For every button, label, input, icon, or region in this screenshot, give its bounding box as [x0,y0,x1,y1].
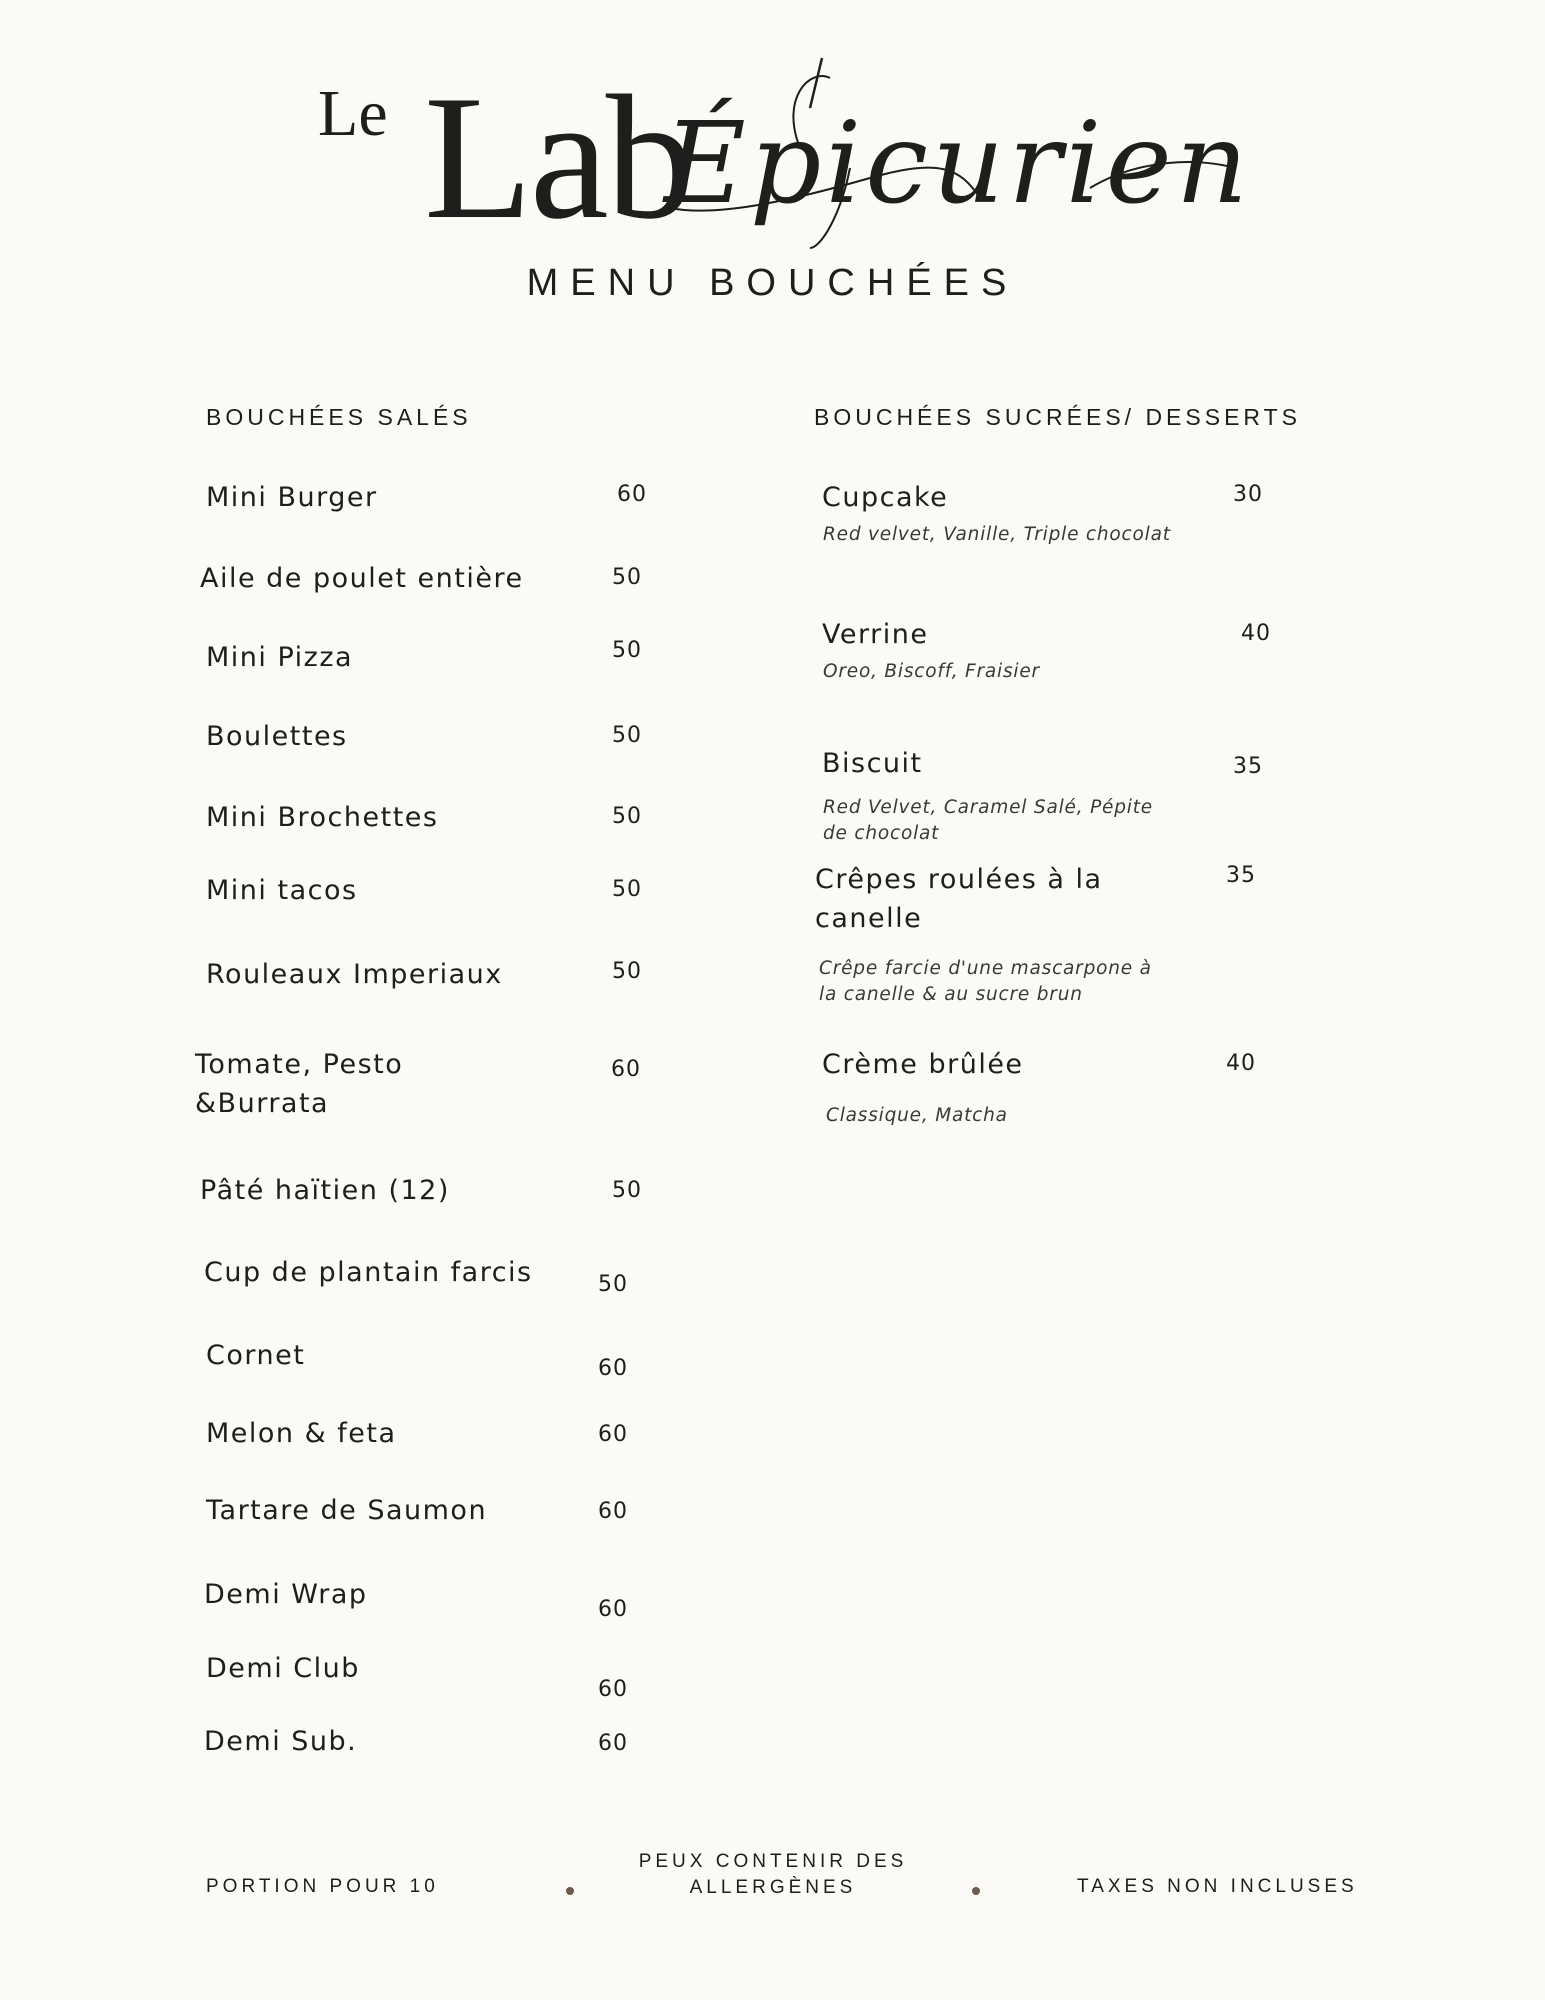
footer-portion: PORTION POUR 10 [206,1876,439,1897]
sales-item-price: 60 [598,1499,628,1524]
sucrees-item-price: 35 [1233,754,1263,779]
sucrees-item-name: canelle [815,903,923,934]
sales-item-name: Demi Wrap [204,1579,368,1610]
sales-item-price: 50 [612,723,642,748]
menu-subtitle: MENU BOUCHÉES [526,262,1019,304]
sucrees-item-description: Red velvet, Vanille, Triple chocolat [823,524,1171,545]
sucrees-item-description: Crêpe farcie d'une mascarpone à [819,958,1152,979]
sales-item-price: 50 [612,1178,642,1203]
sales-item-price: 60 [617,482,647,507]
sales-item-price: 60 [598,1731,628,1756]
sucrees-item-description: Classique, Matcha [826,1105,1008,1126]
sales-item-name: Melon & feta [206,1418,397,1449]
sales-item-price: 50 [612,565,642,590]
sucrees-item-price: 40 [1226,1051,1256,1076]
sales-item-price: 60 [598,1677,628,1702]
sales-item-name: Aile de poulet entière [200,563,524,594]
sales-item-name: Mini Pizza [206,642,354,673]
sucrees-item-description: de chocolat [823,823,940,844]
sales-item-name: Tomate, Pesto [195,1049,404,1080]
sales-item-name: Boulettes [206,721,348,752]
logo-le: Le [318,77,388,150]
sales-item-price: 50 [612,804,642,829]
logo-script: Épicurien [664,99,1252,229]
footer-allergens-line1: PEUX CONTENIR DES [638,1851,908,1872]
sales-item-price: 50 [598,1272,628,1297]
footer-allergens-line2: ALLERGÈNES [689,1877,857,1898]
sales-item-name: Demi Sub. [204,1726,358,1757]
sucrees-item-name: Biscuit [822,748,923,779]
sales-item-name: Mini tacos [206,875,358,906]
sales-item-price: 60 [598,1356,628,1381]
logo-lab: Lab [424,58,692,256]
sales-item-name: Tartare de Saumon [206,1495,488,1526]
sales-item-name: Mini Burger [206,482,378,513]
section-heading-sucrees: BOUCHÉES SUCRÉES/ DESSERTS [814,404,1302,430]
logo-swash-flourish [660,48,1260,258]
sales-item-name: Rouleaux Imperiaux [206,959,503,990]
sales-item-price: 60 [611,1057,641,1082]
sucrees-item-price: 30 [1233,482,1263,507]
sales-item-name: Cup de plantain farcis [204,1257,533,1288]
sales-item-price: 50 [612,877,642,902]
section-heading-sales: BOUCHÉES SALÉS [206,404,472,430]
footer-dot-separator [972,1887,980,1895]
sales-item-price: 50 [612,959,642,984]
footer-taxes: TAXES NON INCLUSES [1077,1876,1358,1897]
sales-item-price: 60 [598,1422,628,1447]
sucrees-item-name: Crêpes roulées à la [815,864,1103,895]
sales-item-name: Pâté haïtien (12) [200,1175,450,1206]
sales-item-price: 50 [612,638,642,663]
footer-dot-separator [566,1887,574,1895]
sucrees-item-description: Red Velvet, Caramel Salé, Pépite [823,797,1153,818]
sales-item-price: 60 [598,1597,628,1622]
sucrees-item-description: la canelle & au sucre brun [819,984,1083,1005]
sucrees-item-price: 35 [1226,863,1256,888]
sucrees-item-name: Verrine [822,619,929,650]
sucrees-item-name: Cupcake [822,482,949,513]
sales-item-name: Demi Club [206,1653,360,1684]
sucrees-item-price: 40 [1241,621,1271,646]
sucrees-item-description: Oreo, Biscoff, Fraisier [823,661,1040,682]
sucrees-item-name: Crème brûlée [822,1049,1024,1080]
sales-item-name: Mini Brochettes [206,802,439,833]
sales-item-name: &Burrata [195,1088,330,1119]
sales-item-name: Cornet [206,1340,306,1371]
